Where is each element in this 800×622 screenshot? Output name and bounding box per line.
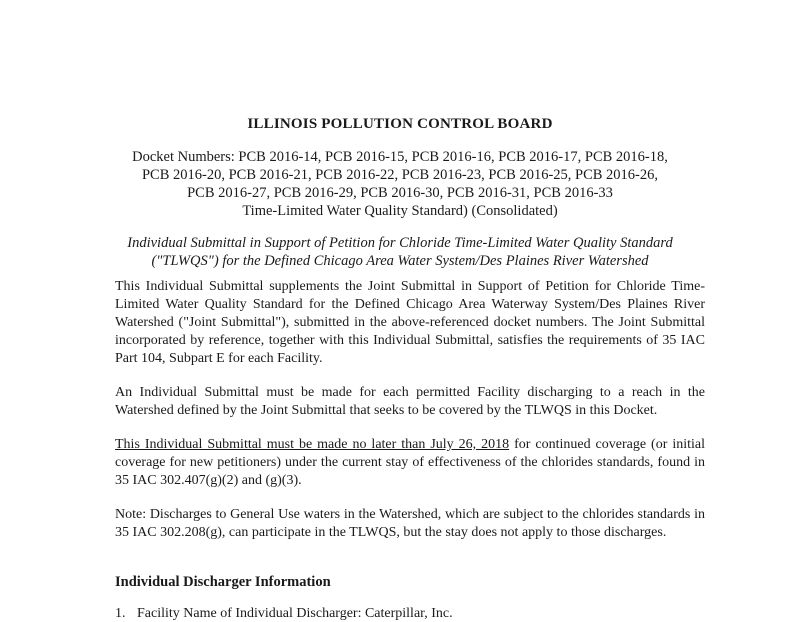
docket-line-1: Docket Numbers: PCB 2016-14, PCB 2016-15, PCB 2016-16, PCB 2016-17, PCB 2016-18, xyxy=(132,149,668,165)
list-item-text: Facility Name of Individual Discharger: Caterpillar, Inc. xyxy=(137,606,453,621)
list-item xyxy=(115,606,453,622)
note-paragraph: Note: Discharges to General Use waters in the Watershed, which are subject to the chlorides standards in 35 IAC 302.208(g), can participate in the TLWQS, but the stay does not apply to those discharges. xyxy=(115,507,705,540)
subtitle-line-1: Individual Submittal in Support of Petition for Chloride Time-Limited Water Quality Standard xyxy=(127,235,673,251)
submittal-requirement-paragraph: An Individual Submittal must be made for each permitted Facility discharging to a reach in the Watershed defined by the Joint Submittal that seeks to be covered by the TLWQS in this Docket. xyxy=(115,385,705,418)
docket-line-4: Time-Limited Water Quality Standard) (Consolidated) xyxy=(242,203,558,219)
docket-line-2: PCB 2016-20, PCB 2016-21, PCB 2016-22, PCB 2016-23, PCB 2016-25, PCB 2016-26, xyxy=(141,167,659,183)
docket-numbers xyxy=(100,148,700,220)
intro-paragraph: This Individual Submittal supplements the Joint Submittal in Support of Petition for Chloride Time-Limited Water Quality Standard for the Defined Chicago Area Waterway System/Des Plaines River Watershed ("Joint Submittal"), submitted in the above-referenced docket numbers. The Joint Submittal incorporated by reference, together with this Individual Submittal, satisfies the requirements of 35 IAC Part 104, Subpart E for each Facility. xyxy=(115,279,705,366)
subtitle-line-2: ("TLWQS") for the Defined Chicago Area Water System/Des Plaines River Watershed xyxy=(151,253,649,269)
deadline-rest: for continued coverage (or initial coverage for new petitioners) under the current stay of effectiveness of the chlorides standards, found in 35 IAC 302.407(g)(2) and (g)(3). xyxy=(115,437,705,488)
submittal-subtitle xyxy=(100,234,700,270)
board-title: ILLINOIS POLLUTION CONTROL BOARD xyxy=(247,116,553,132)
deadline-paragraph xyxy=(115,436,705,490)
docket-line-3: PCB 2016-27, PCB 2016-29, PCB 2016-30, PCB 2016-31, PCB 2016-33 xyxy=(187,185,613,201)
list-item-number: 1. xyxy=(115,606,126,621)
section-heading: Individual Discharger Information xyxy=(115,574,331,590)
deadline-text: This Individual Submittal must be made no later than July 26, 2018 xyxy=(115,437,510,452)
